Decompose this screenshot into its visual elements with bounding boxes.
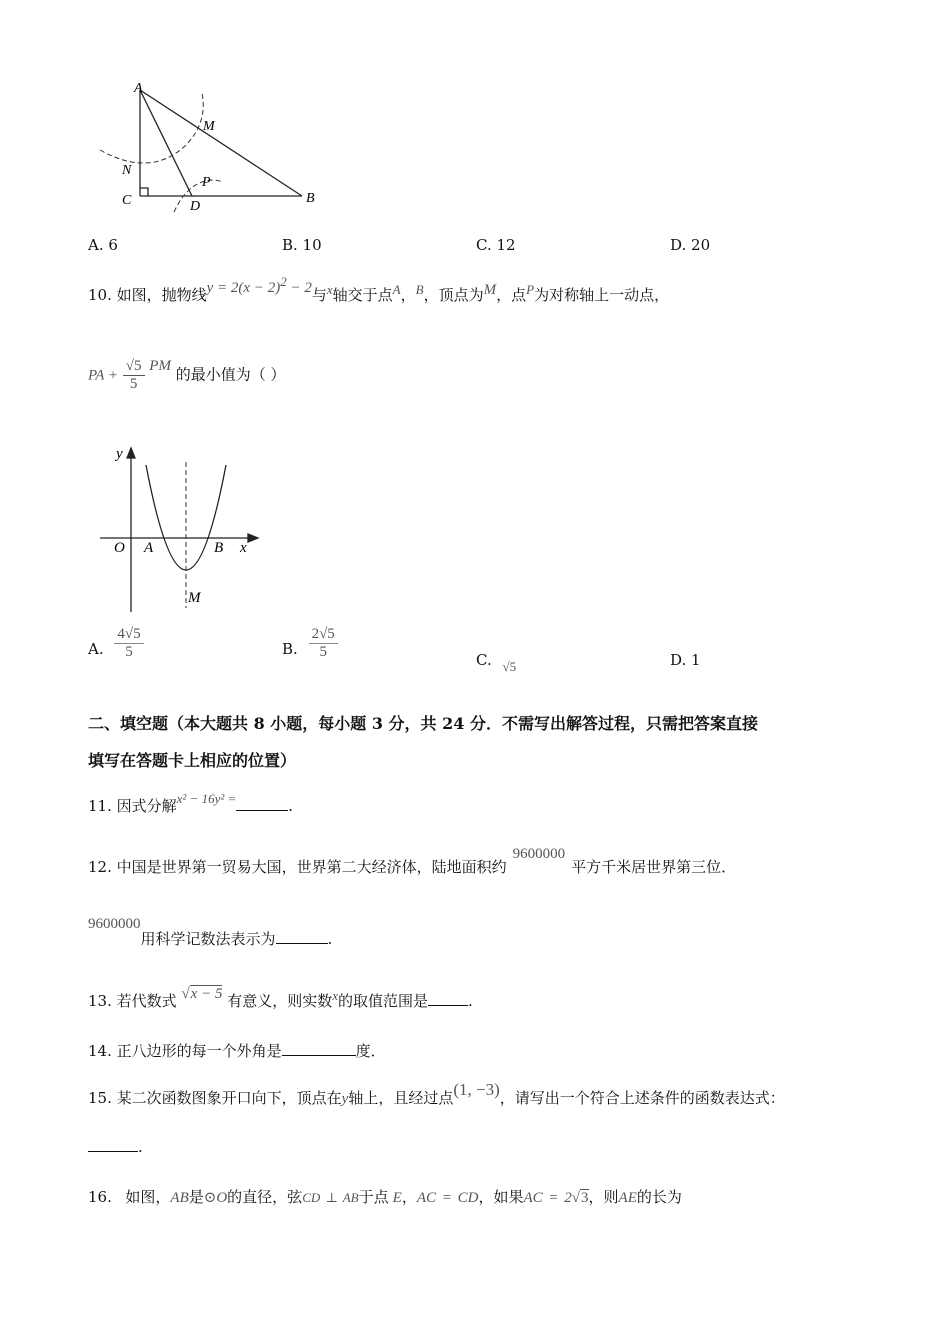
q11-expression: x² − 16y² = [176, 791, 237, 806]
q10-expression: PA + $\frac{√5}{5}$ PM 的最小值为（ ） [88, 357, 286, 392]
label-B: B [306, 191, 315, 206]
question-12-line1: 12. 中国是世界第一贸易大国，世界第二大经济体，陆地面积约9600000平方千米居世界第三位． [88, 846, 737, 876]
q10-point-b: B [415, 282, 424, 297]
triangle-figure [90, 78, 330, 218]
question-13: 13. 若代数式 √x − 5 有意义，则实数x的取值范围是 . [88, 986, 473, 1010]
q12-value: 9600000 [512, 846, 566, 862]
q9-option-d: D. 20 [670, 236, 711, 254]
axis-label-x: x [240, 540, 247, 556]
q10-option-b: B. $\frac{2√5}{5}$ [282, 626, 338, 661]
q10-text4: ，顶点为 [423, 286, 484, 304]
q10-var-x: x [326, 282, 333, 297]
q10-text5: ，点 [496, 286, 527, 304]
question-15-line2: . [88, 1138, 143, 1156]
q10-text1: 如图，抛物线 [116, 286, 207, 304]
point-label-b: B [214, 540, 224, 556]
q10-option-a: A. $\frac{4√5}{5}$ [88, 626, 144, 661]
q10-line1: 10. 如图，抛物线$y = 2(x - 2)^2 - 2$与x轴交于点A，B，顶点为M，点P为对称轴上一动点， [88, 274, 670, 304]
q10-option-c: C. √5 [476, 651, 517, 674]
q10-point-a: A [392, 282, 401, 297]
q9-option-b: B. 10 [282, 236, 322, 254]
question-15: 15. 某二次函数图象开口向下，顶点在y轴上，且经过点(1, −3)，请写出一个符合上述条件的函数表达式： [88, 1080, 785, 1107]
q10-option-d: D. 1 [670, 651, 701, 669]
q10-text3: 轴交于点 [332, 286, 393, 304]
q10-text7: 的最小值为（ ） [175, 365, 286, 384]
q13-answer-blank[interactable] [428, 993, 468, 1006]
label-P: P [202, 175, 211, 190]
q11-answer-blank[interactable] [236, 798, 288, 811]
axis-label-y: y [116, 446, 123, 462]
q14-answer-blank[interactable] [282, 1043, 356, 1056]
q12-value2: 9600000 [88, 916, 141, 932]
section-heading-line2: 填写在答题卡上相应的位置） [88, 751, 297, 770]
vertex-label-m: M [188, 590, 201, 606]
q15-answer-blank[interactable] [88, 1139, 138, 1152]
label-M: M [203, 119, 215, 134]
q10-equation: $y = 2(x - 2)^2 - 2$ [206, 274, 312, 296]
q10-point-p: P [526, 282, 535, 297]
q10-text6: 为对称轴上一动点， [534, 286, 670, 304]
q10-number: 10. [88, 286, 112, 304]
question-14: 14. 正八边形的每一个外角是 度． [88, 1042, 386, 1060]
q9-option-c: C. 12 [476, 236, 516, 254]
label-D: D [190, 199, 201, 214]
label-C: C [122, 193, 132, 208]
label-A: A [134, 81, 143, 96]
q10-point-m: M [483, 282, 497, 298]
q15-point: (1, −3) [453, 1080, 500, 1099]
question-16: 16. 如图，AB是⊙O的直径，弦CD ⊥ AB于点 E，AC = CD，如果AC = 2√3，则AE的长为 [88, 1188, 682, 1206]
q12-answer-blank[interactable] [276, 931, 328, 944]
q9-option-a: A. 6 [88, 236, 118, 254]
origin-label: O [114, 540, 125, 556]
section-heading-line1: 二、填空题（本大题共 8 小题，每小题 3 分，共 24 分．不需写出解答过程，只需把答案直接 [88, 714, 758, 733]
parabola-figure [98, 440, 268, 615]
q10-text2: 与 [311, 286, 327, 304]
q13-radical: √x − 5 [181, 986, 223, 1002]
question-12-line2: 9600000用科学记数法表示为 . [88, 916, 333, 948]
question-11: 11. 因式分解x² − 16y² = . [88, 791, 294, 815]
point-label-a: A [144, 540, 154, 556]
label-N: N [122, 163, 132, 178]
